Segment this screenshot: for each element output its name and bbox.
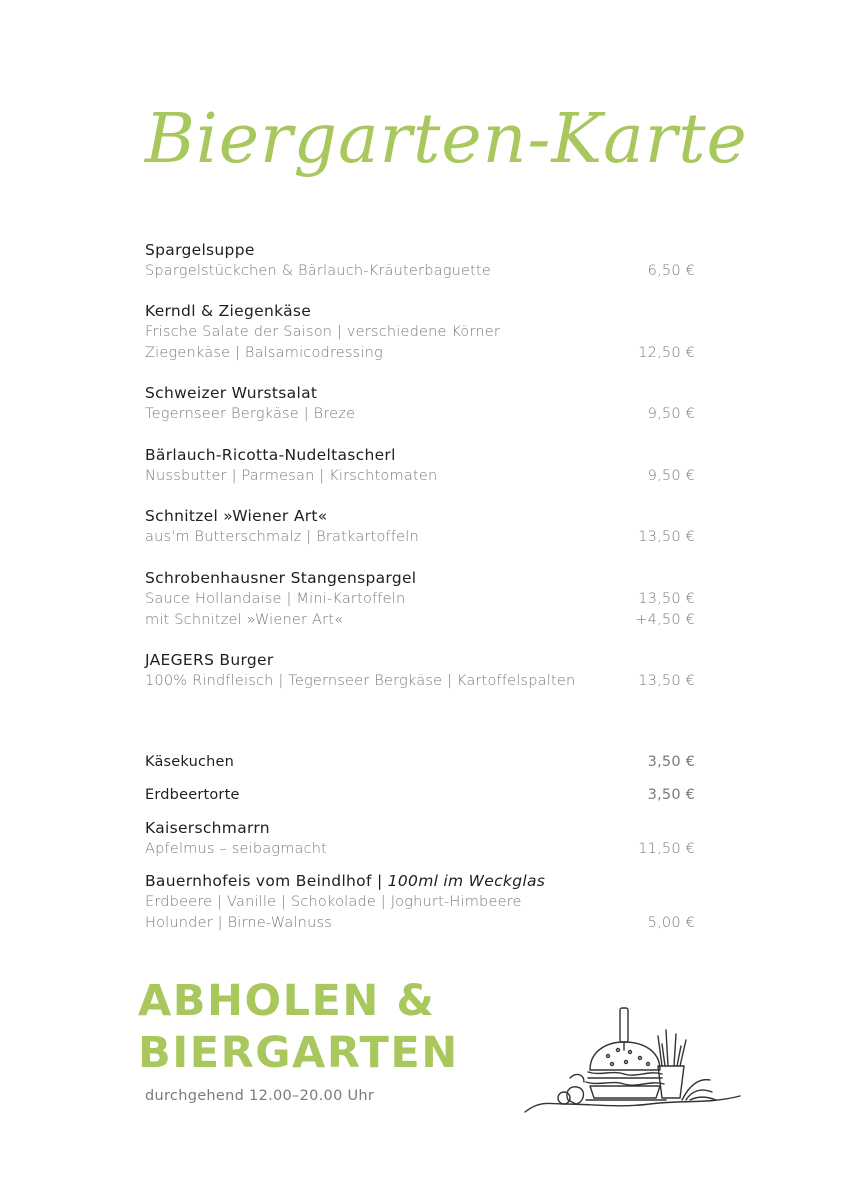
- item-name: JAEGERS Burger: [145, 651, 274, 669]
- menu-item: [145, 240, 695, 282]
- item-price: 13,50 €: [638, 529, 695, 545]
- item-description: Sauce Hollandaise | Mini-Kartoffeln: [145, 591, 406, 607]
- dessert-item: [145, 871, 695, 934]
- opening-hours: durchgehend 12.00–20.00 Uhr: [145, 1088, 375, 1104]
- pickup-line-1: ABHOLEN &: [138, 976, 436, 1026]
- item-price: 13,50 €: [638, 673, 695, 689]
- item-description: aus'm Butterschmalz | Bratkartoffeln: [145, 529, 419, 545]
- item-description: Apfelmus – seibagmacht: [145, 841, 328, 857]
- item-description: Erdbeere | Vanille | Schokolade | Joghurt-Himbeere: [145, 894, 522, 910]
- menu-item: [145, 383, 695, 425]
- burger-fries-sketch-icon: [520, 1000, 745, 1120]
- item-description: 100% Rindfleisch | Tegernseer Bergkäse | Kartoffelspalten: [145, 673, 576, 689]
- item-name: Erdbeertorte: [145, 787, 240, 803]
- item-description: Holunder | Birne-Walnuss: [145, 915, 332, 931]
- item-description: Nussbutter | Parmesan | Kirschtomaten: [145, 468, 438, 484]
- item-name: Bärlauch-Ricotta-Nudeltascherl: [145, 446, 396, 464]
- item-description: Tegernseer Bergkäse | Breze: [145, 406, 356, 422]
- item-description: mit Schnitzel »Wiener Art«: [145, 612, 344, 628]
- item-line: [145, 785, 695, 806]
- item-line: [145, 466, 695, 487]
- item-line: [145, 261, 695, 282]
- item-line: [145, 752, 695, 773]
- item-price: 9,50 €: [647, 468, 695, 484]
- item-description: Spargelstückchen & Bärlauch-Kräuterbaguette: [145, 263, 491, 279]
- item-name-main: Bauernhofeis vom Beindlhof |: [145, 872, 388, 890]
- item-name: Kaiserschmarrn: [145, 819, 270, 837]
- item-line: [145, 913, 695, 934]
- item-line: [145, 527, 695, 548]
- item-line: [145, 610, 695, 631]
- menu-item: [145, 506, 695, 548]
- item-name: [145, 871, 695, 892]
- item-line: [145, 671, 695, 692]
- menu-item: [145, 445, 695, 487]
- item-line: [145, 839, 695, 860]
- item-price: 11,50 €: [638, 841, 695, 857]
- pickup-line-2: BIERGARTEN: [138, 1028, 459, 1078]
- item-price: 13,50 €: [638, 591, 695, 607]
- dessert-item: [145, 752, 695, 773]
- item-name: Kerndl & Ziegenkäse: [145, 302, 312, 320]
- item-price: 5,00 €: [647, 915, 695, 931]
- item-price: 3,50 €: [647, 754, 695, 770]
- page-title: Biergarten-Karte: [145, 100, 748, 179]
- menu-item: [145, 568, 695, 631]
- pickup-heading: [138, 975, 459, 1079]
- dessert-item: [145, 785, 695, 806]
- item-price: +4,50 €: [635, 612, 695, 628]
- item-price: 6,50 €: [647, 263, 695, 279]
- dessert-item: [145, 818, 695, 860]
- item-name: Schweizer Wurstsalat: [145, 384, 318, 402]
- item-name: Schrobenhausner Stangenspargel: [145, 569, 417, 587]
- item-price: 3,50 €: [647, 787, 695, 803]
- item-description: Ziegenkäse | Balsamicodressing: [145, 345, 383, 361]
- item-line: [145, 892, 695, 913]
- menu-item: [145, 301, 695, 364]
- item-name: Schnitzel »Wiener Art«: [145, 507, 328, 525]
- item-description: Frische Salate der Saison | verschiedene Körner: [145, 324, 501, 340]
- item-line: [145, 589, 695, 610]
- item-line: [145, 404, 695, 425]
- item-line: [145, 322, 695, 343]
- item-line: [145, 343, 695, 364]
- item-name: Käsekuchen: [145, 754, 235, 770]
- item-price: 12,50 €: [638, 345, 695, 361]
- item-name-note: 100ml im Weckglas: [387, 872, 546, 890]
- item-price: 9,50 €: [647, 406, 695, 422]
- menu-item: [145, 650, 695, 692]
- item-name: Spargelsuppe: [145, 241, 255, 259]
